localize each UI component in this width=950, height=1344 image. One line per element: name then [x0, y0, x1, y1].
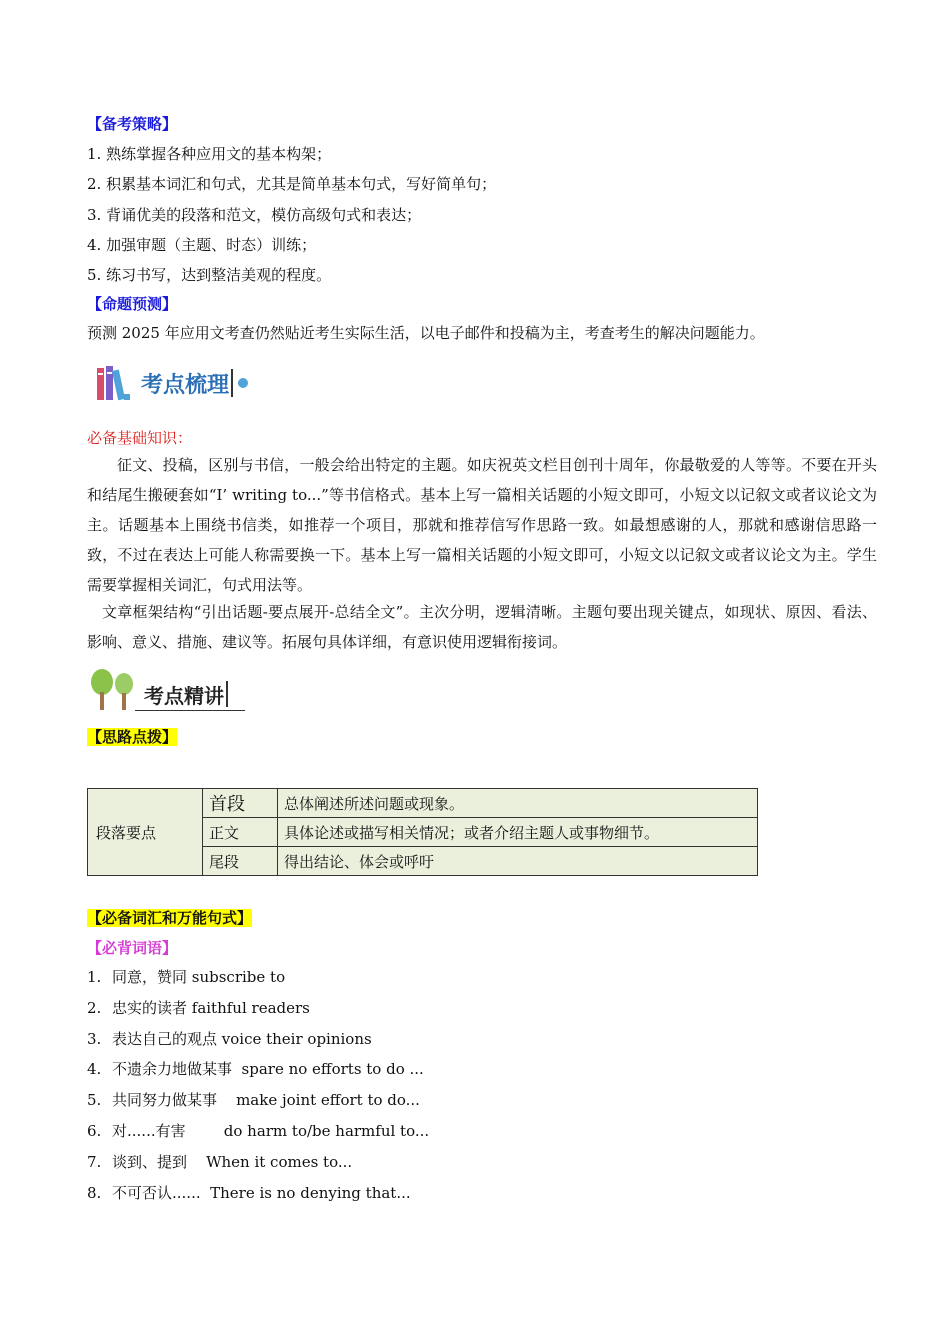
list-item — [87, 966, 285, 988]
must-words-heading: 【必背词语】 — [87, 939, 178, 957]
list-num: 6. — [87, 1122, 102, 1140]
vocab-heading-wrap — [87, 907, 252, 929]
list-num: 3. — [87, 1030, 102, 1048]
basics-label: 必备基础知识： — [87, 429, 193, 447]
table-part: 正文 — [203, 818, 278, 847]
vocab-heading: 【必备词汇和万能句式】 — [87, 909, 253, 927]
list-num: 5. — [87, 1091, 102, 1109]
list-num: 2. — [87, 999, 102, 1017]
dot-icon — [237, 377, 249, 389]
list-item — [87, 1151, 352, 1173]
strategy-item-2: 2. 积累基本词汇和句式，尤其是简单基本句式，写好简单句； — [87, 175, 497, 193]
list-text: 表达自己的观点 voice their opinions — [112, 1030, 372, 1048]
strategy-item-3: 3. 背诵优美的段落和范文，模仿高级句式和表达； — [87, 206, 422, 224]
basics-para-2: 文章框架结构“引出话题-要点展开-总结全文”。主次分明，逻辑清晰。主题句要出现关键点，如现状、原因、看法、影响、意义、措施、建议等。拓展句具体详细，有意识使用逻辑衔接词。 — [87, 603, 877, 651]
strategy-heading: 【备考策略】 — [87, 115, 178, 133]
list-text: 同意，赞同 subscribe to — [112, 968, 286, 986]
kaodian-shuli-banner — [95, 364, 249, 402]
tips-heading: 【思路点拨】 — [87, 728, 178, 746]
table-desc: 得出结论、体会或呼吁 — [278, 847, 758, 876]
list-item — [87, 997, 310, 1019]
list-text: 不遗余力地做某事 spare no efforts to do ... — [112, 1060, 424, 1078]
list-num: 8. — [87, 1184, 102, 1202]
list-num: 1. — [87, 968, 102, 986]
table-part: 首段 — [203, 789, 278, 818]
paragraph-points-table — [87, 788, 758, 876]
books-icon — [95, 364, 139, 402]
list-text: 对......有害 do harm to/be harmful to... — [112, 1122, 430, 1140]
tree-icon — [88, 668, 136, 712]
list-item — [87, 1182, 411, 1204]
banner1-title: 考点梳理 — [141, 372, 230, 398]
list-text: 忠实的读者 faithful readers — [112, 999, 310, 1017]
strategy-item-1: 1. 熟练掌握各种应用文的基本构架； — [87, 145, 332, 163]
strategy-item-5: 5. 练习书写，达到整洁美观的程度。 — [87, 266, 332, 284]
basics-para-1: 征文、投稿，区别与书信，一般会给出特定的主题。如庆祝英文栏目创刊十周年，你最敬爱的人等等。不要在开头和结尾生搬硬套如“I’ writing to...”等书信格式。基本上写一篇相关话题的小短文即可，小短文以记叙文或者议论文为主。话题基本上围绕书信类，如推荐一个项目，那就和推荐信写作思路一致。如最想感谢的人，那就和感谢信思路一致，不过在表达上可能人称需要换一下。基本上写一篇相关话题的小短文即可，小短文以记叙文或者议论文为主。学生需要掌握相关词汇，句式用法等。 — [87, 456, 877, 594]
list-item — [87, 1058, 424, 1080]
kaodian-jingjiang-banner — [88, 668, 228, 712]
list-text: 谈到、提到 When it comes to... — [112, 1153, 353, 1171]
cursor-divider-2 — [226, 681, 228, 707]
table-desc: 总体阐述所述问题或现象。 — [278, 789, 758, 818]
list-num: 7. — [87, 1153, 102, 1171]
list-num: 4. — [87, 1060, 102, 1078]
table-part: 尾段 — [203, 847, 278, 876]
list-text: 共同努力做某事 make joint effort to do... — [112, 1091, 420, 1109]
prediction-heading: 【命题预测】 — [87, 295, 178, 313]
banner2-underline — [135, 710, 245, 711]
banner2-title: 考点精讲 — [144, 683, 224, 708]
list-item — [87, 1089, 420, 1111]
cursor-divider — [231, 369, 233, 397]
table-desc: 具体论述或描写相关情况；或者介绍主题人或事物细节。 — [278, 818, 758, 847]
list-item — [87, 1028, 372, 1050]
strategy-item-4: 4. 加强审题（主题、时态）训练； — [87, 236, 317, 254]
table-label: 段落要点 — [88, 789, 203, 876]
table-row — [88, 789, 758, 818]
list-item — [87, 1120, 429, 1142]
tips-heading-wrap — [87, 726, 177, 748]
list-text: 不可否认...... There is no denying that... — [112, 1184, 411, 1202]
prediction-text: 预测 2025 年应用文考查仍然贴近考生实际生活，以电子邮件和投稿为主，考查考生的解决问题能力。 — [87, 324, 765, 342]
